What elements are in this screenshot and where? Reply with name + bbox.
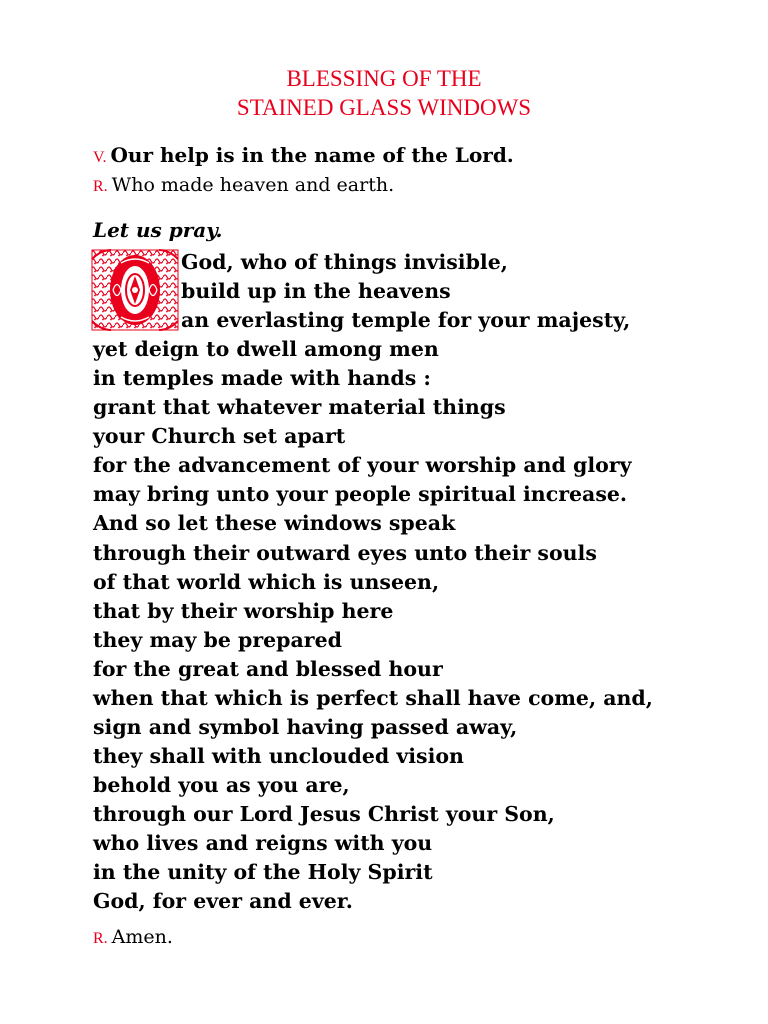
prayer-line: through our Lord Jesus Christ your Son, (93, 801, 555, 826)
ornamental-drop-cap-o (91, 249, 179, 331)
let-us-pray: Let us pray. (93, 218, 223, 242)
prayer-line: your Church set apart (93, 424, 346, 449)
prayer-line: grant that whatever material things (93, 395, 506, 420)
response-1 (93, 174, 394, 196)
prayer-line: an everlasting temple for your majesty, (181, 308, 631, 333)
prayer-line: And so let these windows speak (93, 511, 456, 536)
prayer-line: build up in the heavens (181, 279, 451, 304)
versicle (93, 143, 514, 167)
prayer-line: sign and symbol having passed away, (93, 714, 518, 739)
response-text: Who made heaven and earth. (111, 174, 395, 196)
prayer-line: for the great and blessed hour (93, 656, 443, 681)
versicle-text: Our help is in the name of the Lord. (110, 143, 514, 167)
prayer-line: through their outward eyes unto their souls (93, 540, 597, 565)
prayer-line: God, who of things invisible, (181, 250, 508, 274)
prayer-line: yet deign to dwell among men (93, 337, 439, 362)
prayer-line: they shall with unclouded vision (93, 743, 464, 768)
prayer-line: they may be prepared (93, 627, 342, 652)
title-line-1: BLESSING OF THE (286, 66, 482, 91)
response-text: Amen. (111, 926, 173, 948)
prayer-line: of that world which is unseen, (93, 569, 440, 594)
response-2 (93, 926, 173, 948)
prayer-line: God, for ever and ever. (93, 889, 353, 914)
prayer-line: may bring unto your people spiritual increase. (93, 482, 628, 507)
response-mark: R. (93, 178, 108, 195)
prayer-line: in the unity of the Holy Spirit (93, 860, 433, 885)
versicle-mark: V. (93, 149, 107, 166)
prayer-line: who lives and reigns with you (93, 831, 433, 855)
prayer-line: that by their worship here (93, 598, 394, 623)
document-title (0, 64, 768, 122)
title-line-2: STAINED GLASS WINDOWS (236, 95, 532, 120)
prayer-line: in temples made with hands : (93, 366, 431, 391)
prayer-line: when that which is perfect shall have come, and, (93, 685, 653, 710)
response-mark: R. (93, 930, 108, 947)
prayer-line: behold you as you are, (93, 772, 350, 797)
prayer-line: for the advancement of your worship and glory (93, 453, 632, 478)
